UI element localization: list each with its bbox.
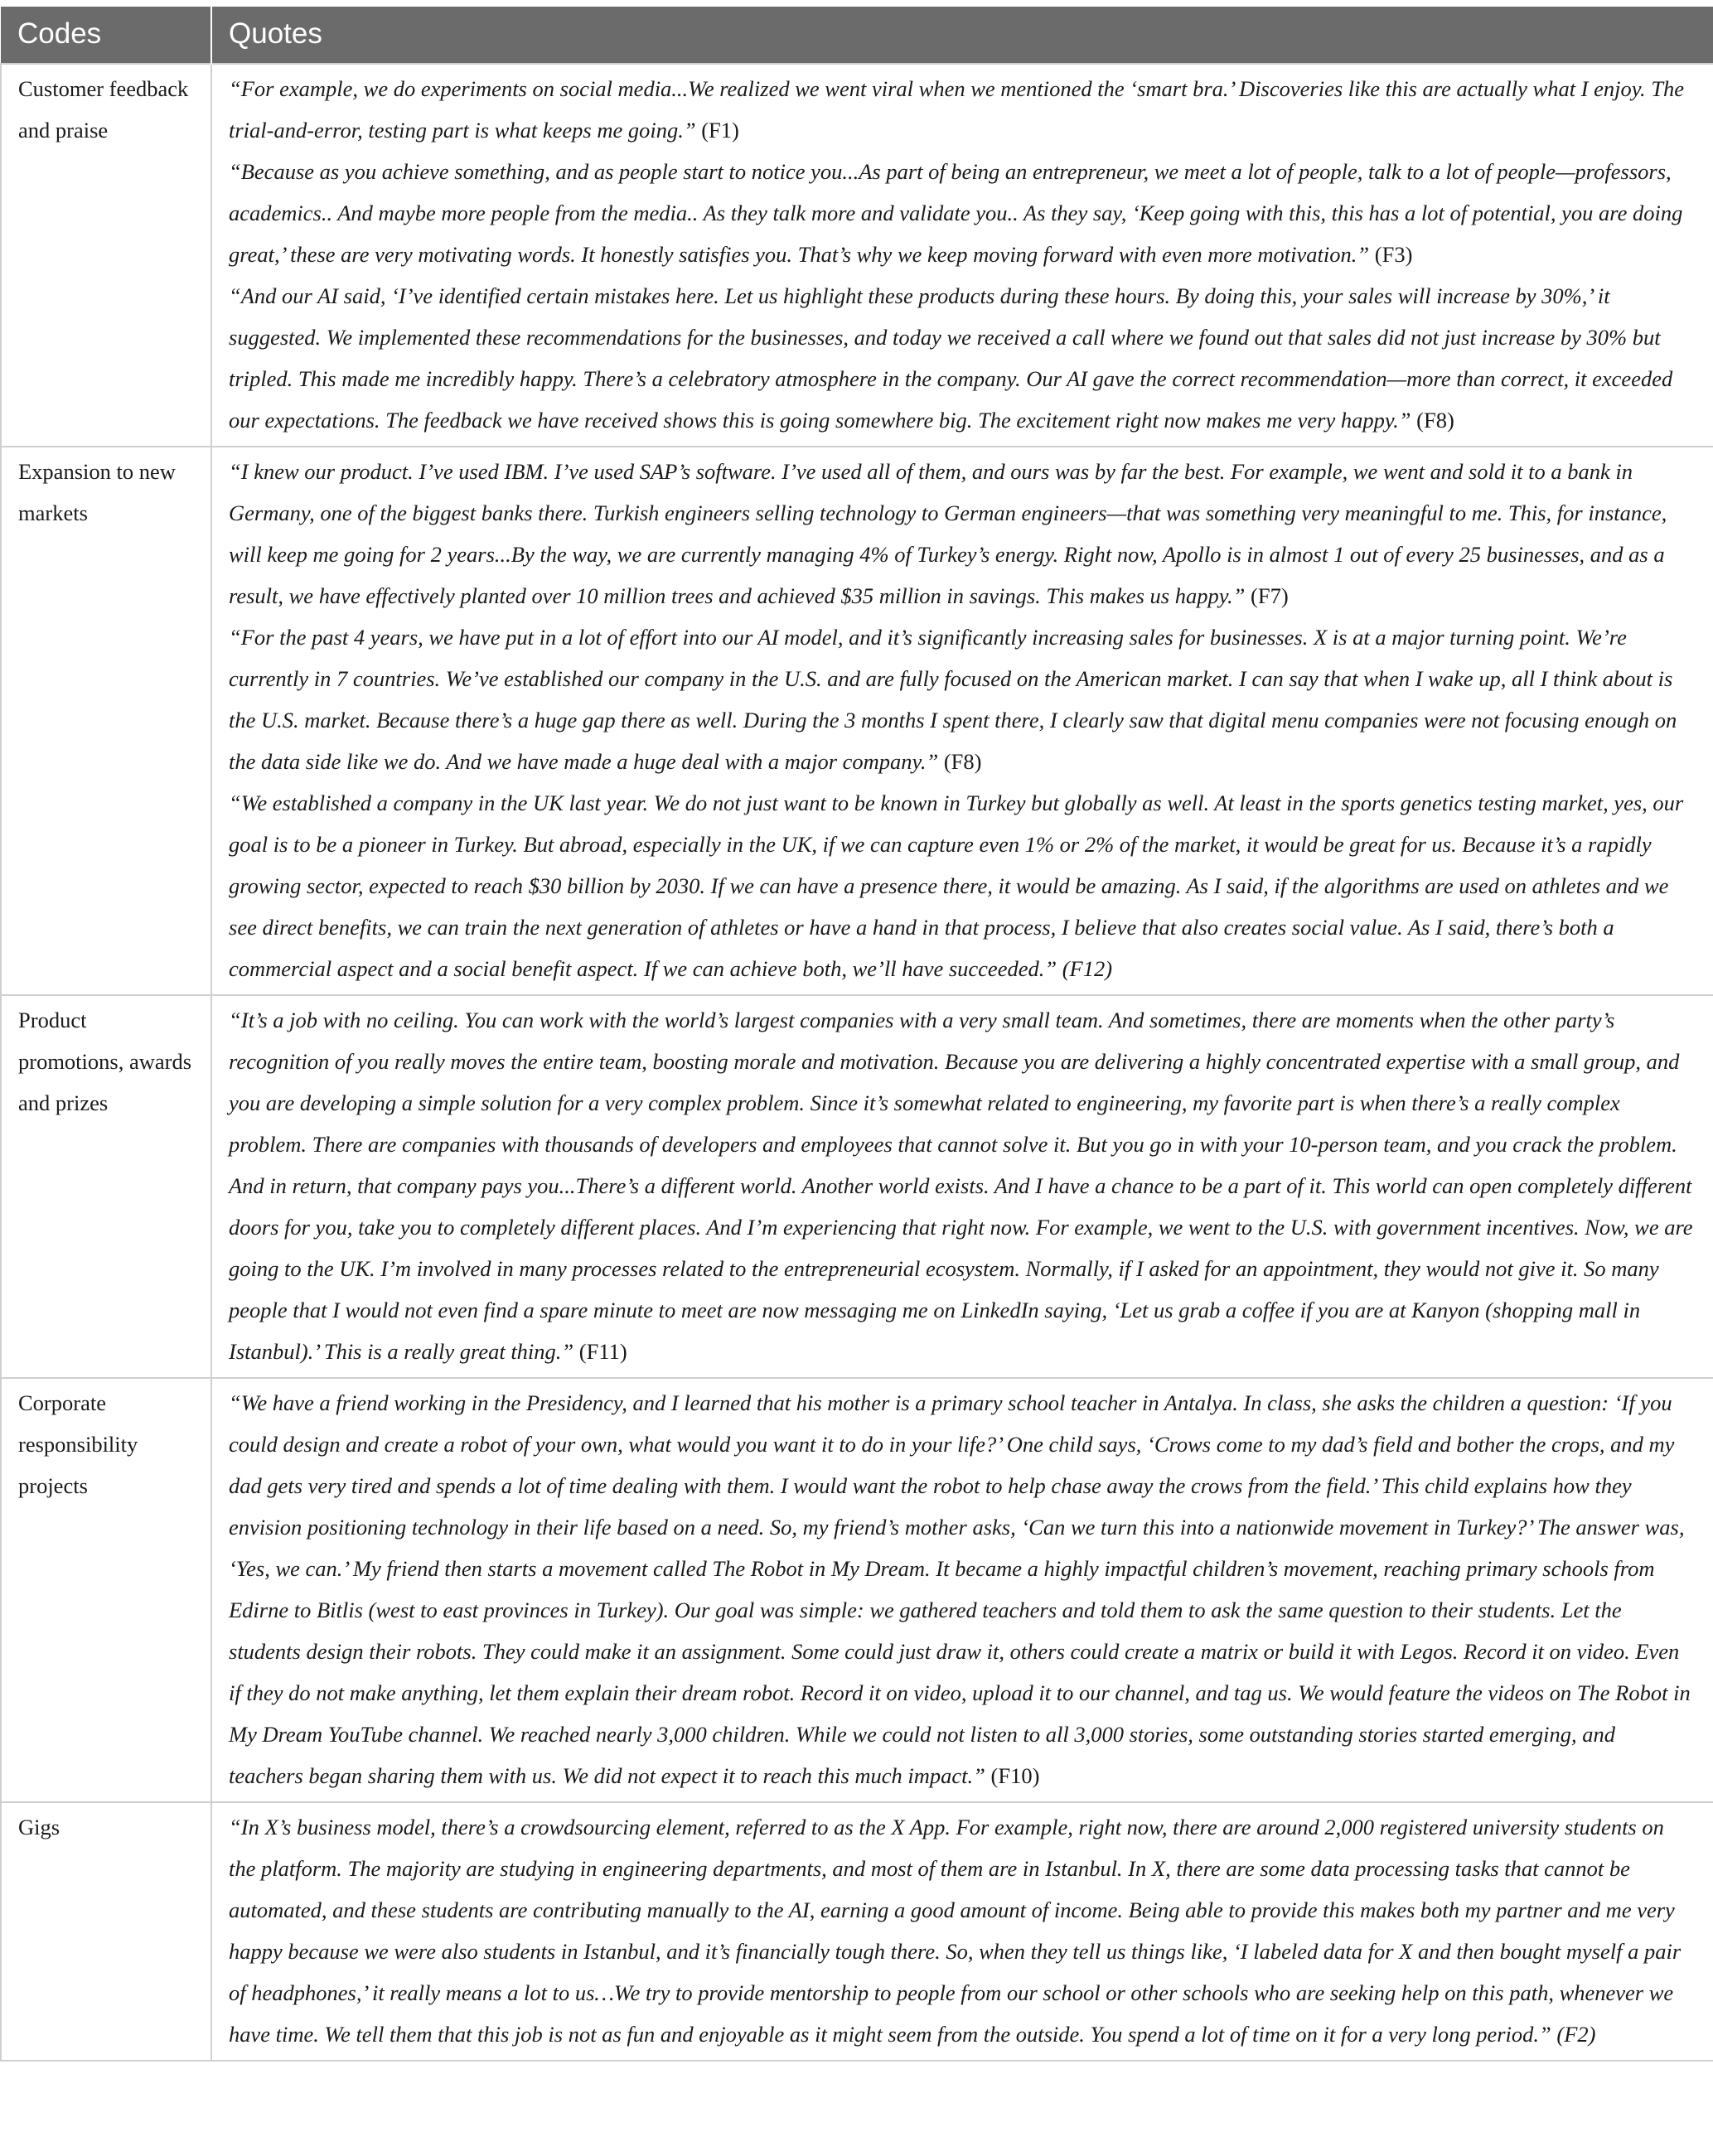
table-row: [1, 447, 1713, 995]
quote-source: (F1): [695, 118, 739, 143]
code-cell: Customer feedback and praise: [1, 64, 211, 447]
code-cell: Expansion to new markets: [1, 447, 211, 995]
header-quotes: Quotes: [211, 7, 1713, 64]
quote-source: (F3): [1369, 242, 1413, 267]
quote-source: (F8): [938, 749, 982, 774]
quote-text: “We established a company in the UK last year. We do not just want to be known in Turkey but globally as well. At least in the sports genetics testing market, yes, our goal is to be a pioneer in Turkey. But abroad, especially in the UK, if we can capture even 1% or 2% of the market, it would be great for us. Because it’s a rapidly growing sector, expected to reach $30 billion by 2030. If we can have a presence there, it would be amazing. As I said, if the algorithms are used on athletes and we see direct benefits, we can train the next generation of athletes or have a hand in that process, I believe that also creates social value. As I said, there’s both a commercial aspect and a social benefit aspect. If we can achieve both, we’ll have succeeded.” (F12): [229, 790, 1684, 981]
quotes-cell: [211, 1378, 1713, 1802]
quote: [229, 782, 1695, 989]
quotes-cell: [211, 1802, 1713, 2061]
quote: [229, 1382, 1695, 1796]
header-codes: Codes: [1, 7, 211, 64]
quote-source: (F8): [1411, 408, 1454, 433]
quote: [229, 1806, 1695, 2055]
quote-source: (F11): [573, 1339, 627, 1364]
quote: [229, 999, 1695, 1372]
quote-text: “And our AI said, ‘I’ve identified certain mistakes here. Let us highlight these products during these hours. By doing this, your sales will increase by 30%,’ it suggested. We implemented these recommendations for the businesses, and today we received a call where we found out that sales did not just increase by 30% but tripled. This made me incredibly happy. There’s a celebratory atmosphere in the company. Our AI gave the correct recommendation—more than correct, it exceeded our expectations. The feedback we have received shows this is going somewhere big. The excitement right now makes me very happy.”: [229, 283, 1673, 433]
quote-text: “Because as you achieve something, and as people start to notice you...As part of being an entrepreneur, we meet a lot of people, talk to a lot of people—professors, academics.. And maybe more people from the media.. As they talk more and validate you.. As they say, ‘Keep going with this, this has a lot of potential, you are doing great,’ these are very motivating words. It honestly satisfies you. That’s why we keep moving forward with even more motivation.”: [229, 159, 1683, 267]
table-row: [1, 1378, 1713, 1802]
quote: [229, 68, 1695, 151]
codes-quotes-table: [0, 7, 1713, 2062]
quote-text: “We have a friend working in the Presidency, and I learned that his mother is a primary school teacher in Antalya. In class, she asks the children a question: ‘If you could design and create a robot of your own, what would you want it to do in your life?’ One child says, ‘Crows come to my dad’s field and bother the crops, and my dad gets very tired and spends a lot of time dealing with them. I would want the robot to help chase away the crows from the field.’ This child explains how they envision positioning technology in their life based on a need. So, my friend’s mother asks, ‘Can we turn this into a nationwide movement in Turkey?’ The answer was, ‘Yes, we can.’ My friend then starts a movement called The Robot in My Dream. It became a highly impactful children’s movement, reaching primary schools from Edirne to Bitlis (west to east provinces in Turkey). Our goal was simple: we gathered teachers and told them to ask the same question to their students. Let the students design their robots. They could make it an assignment. Some could just draw it, others could create a matrix or build it with Legos. Record it on video. Even if they do not make anything, let them explain their dream robot. Record it on video, upload it to our channel, and tag us. We would feature the videos on The Robot in My Dream YouTube channel. We reached nearly 3,000 children. While we could not listen to all 3,000 stories, some outstanding stories started emerging, and teachers began sharing them with us. We did not expect it to reach this much impact.”: [229, 1390, 1691, 1788]
quote-text: “For example, we do experiments on social media...We realized we went viral when we mentioned the ‘smart bra.’ Discoveries like this are actually what I enjoy. The trial-and-error, testing part is what keeps me going.”: [229, 76, 1685, 143]
quotes-cell: [211, 995, 1713, 1378]
code-cell: Corporate responsibility projects: [1, 1378, 211, 1802]
code-cell: Gigs: [1, 1802, 211, 2061]
quote-source: (F10): [985, 1763, 1040, 1788]
table-row: [1, 995, 1713, 1378]
quote: [229, 451, 1695, 616]
quotes-cell: [211, 64, 1713, 447]
quote-text: “For the past 4 years, we have put in a lot of effort into our AI model, and it’s significantly increasing sales for businesses. X is at a major turning point. We’re currently in 7 countries. We’ve established our company in the U.S. and are fully focused on the American market. I can say that when I wake up, all I think about is the U.S. market. Because there’s a huge gap there as well. During the 3 months I spent there, I clearly saw that digital menu companies were not focusing enough on the data side like we do. And we have made a huge deal with a major company.”: [229, 625, 1677, 774]
quote: [229, 151, 1695, 275]
codes-quotes-table-container: [0, 7, 1713, 2062]
quotes-cell: [211, 447, 1713, 995]
quote: [229, 275, 1695, 441]
table-header-row: [1, 7, 1713, 64]
code-cell: Product promotions, awards and prizes: [1, 995, 211, 1378]
quote-source: (F7): [1245, 583, 1289, 608]
quote-text: “I knew our product. I’ve used IBM. I’ve used SAP’s software. I’ve used all of them, and ours was by far the best. For example, we went and sold it to a bank in Germany, one of the biggest banks there. Turkish engineers selling technology to German engineers—that was something very meaningful to me. This, for instance, will keep me going for 2 years...By the way, we are currently managing 4% of Turkey’s energy. Right now, Apollo is in almost 1 out of every 25 businesses, and as a result, we have effectively planted over 10 million trees and achieved $35 million in savings. This makes us happy.”: [229, 459, 1667, 608]
table-row: [1, 64, 1713, 447]
table-row: [1, 1802, 1713, 2061]
quote-text: “In X’s business model, there’s a crowdsourcing element, referred to as the X App. For example, right now, there are around 2,000 registered university students on the platform. The majority are studying in engineering departments, and most of them are in Istanbul. In X, there are some data processing tasks that cannot be automated, and these students are contributing manually to the AI, earning a good amount of income. Being able to provide this makes both my partner and me very happy because we were also students in Istanbul, and it’s financially tough there. So, when they tell us things like, ‘I labeled data for X and then bought myself a pair of headphones,’ it really means a lot to us…We try to provide mentorship to people from our school or other schools who are seeking help on this path, whenever we have time. We tell them that this job is not as fun and enjoyable as it might seem from the outside. You spend a lot of time on it for a very long period.” (F2): [229, 1815, 1682, 2047]
quote-text: “It’s a job with no ceiling. You can work with the world’s largest companies with a very small team. And sometimes, there are moments when the other party’s recognition of you really moves the entire team, boosting morale and motivation. Because you are delivering a highly concentrated expertise with a small group, and you are developing a simple solution for a very complex problem. Since it’s somewhat related to engineering, my favorite part is when there’s a really complex problem. There are companies with thousands of developers and employees that cannot solve it. But you go in with your 10-person team, and you crack the problem. And in return, that company pays you...There’s a different world. Another world exists. And I have a chance to be a part of it. This world can open completely different doors for you, take you to completely different places. And I’m experiencing that right now. For example, we went to the U.S. with government incentives. Now, we are going to the UK. I’m involved in many processes related to the entrepreneurial ecosystem. Normally, if I asked for an appointment, they would not give it. So many people that I would not even find a spare minute to meet are now messaging me on LinkedIn saying, ‘Let us grab a coffee if you are at Kanyon (shopping mall in Istanbul).’ This is a really great thing.”: [229, 1008, 1693, 1364]
quote: [229, 616, 1695, 782]
